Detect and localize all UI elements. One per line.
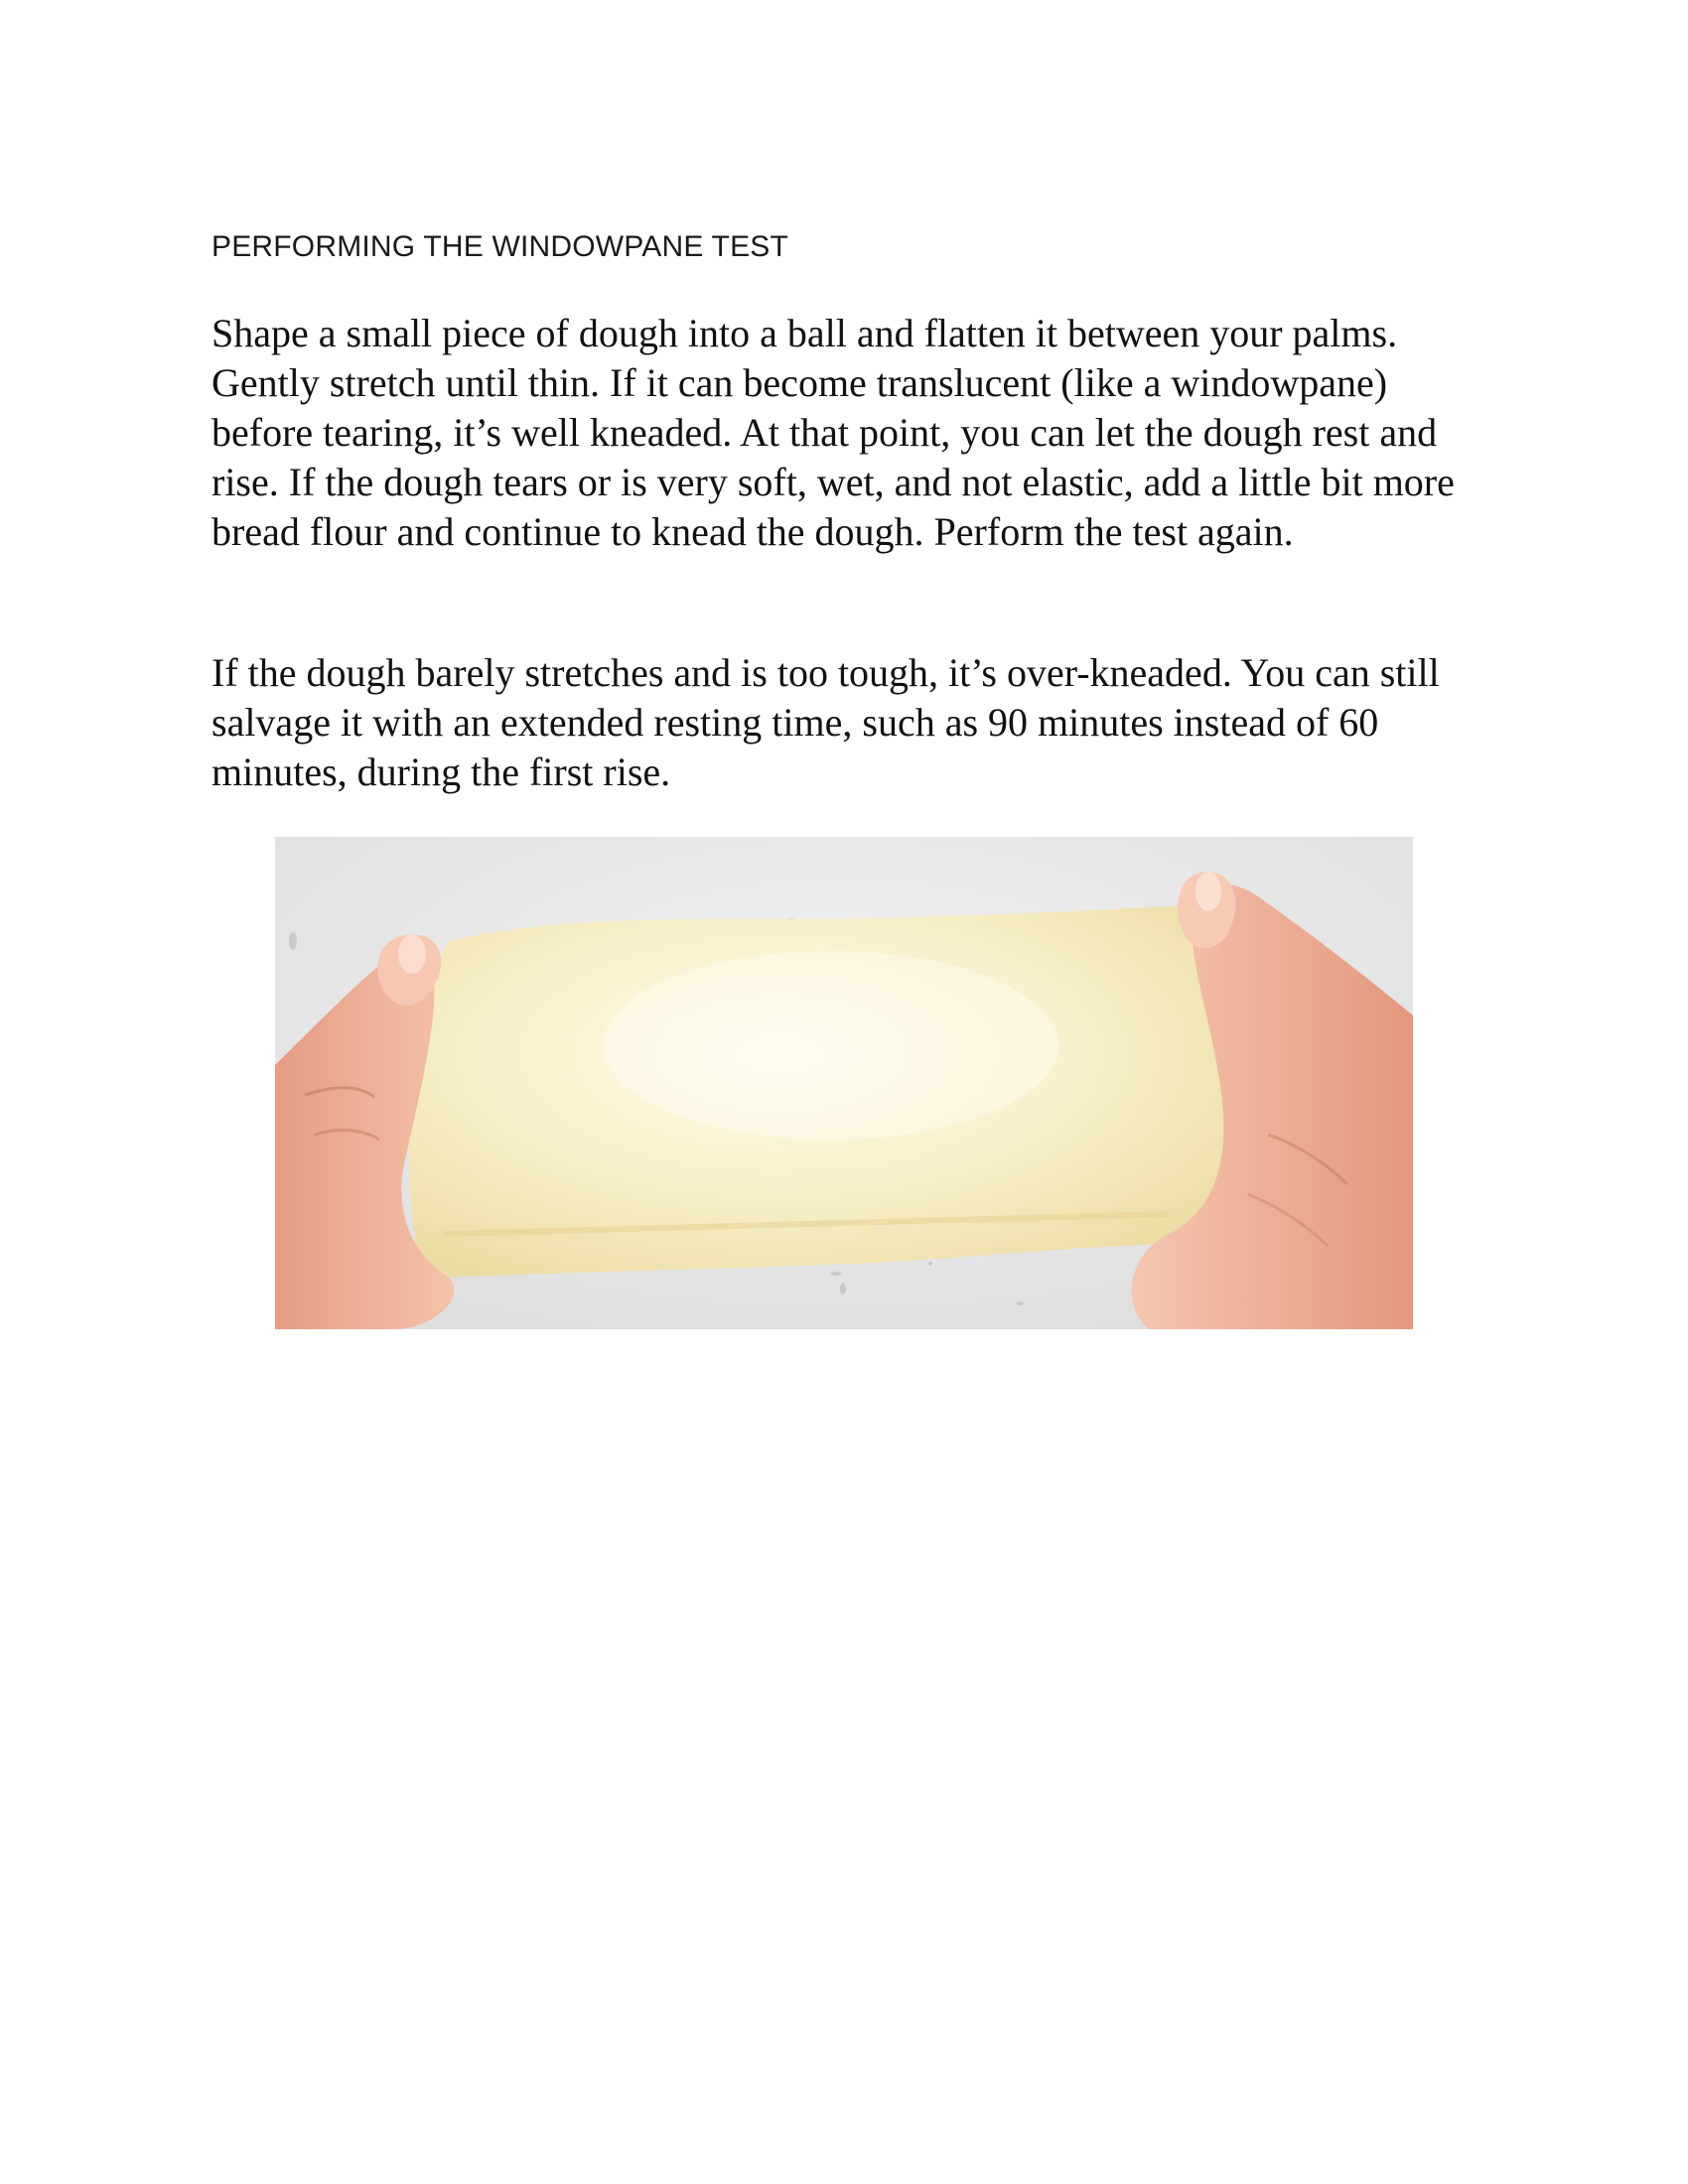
left-thumbnail xyxy=(398,934,426,974)
section-heading: PERFORMING THE WINDOWPANE TEST xyxy=(211,230,789,263)
right-thumbnail xyxy=(1196,872,1221,911)
dough-photo-illustration xyxy=(275,837,1413,1329)
paragraph-windowpane-instructions: Shape a small piece of dough into a ball and flatten it between your palms. Gently stretch until thin. If it can become translucent (like a windowpane) before tearing, it’s well kneaded. At that point, you can let the dough rest and rise. If the dough tears or is very soft, wet, and not elastic, add a little bit more bread flour and continue to knead the dough. Perform the test again. xyxy=(211,311,1455,554)
dough-stretch-photo xyxy=(275,837,1413,1329)
dough-highlight xyxy=(603,951,1059,1140)
paragraph-over-kneaded: If the dough barely stretches and is too tough, it’s over-kneaded. You can still salvage it with an extended resting time, such as 90 minutes instead of 60 minutes, during the first rise. xyxy=(211,650,1440,794)
